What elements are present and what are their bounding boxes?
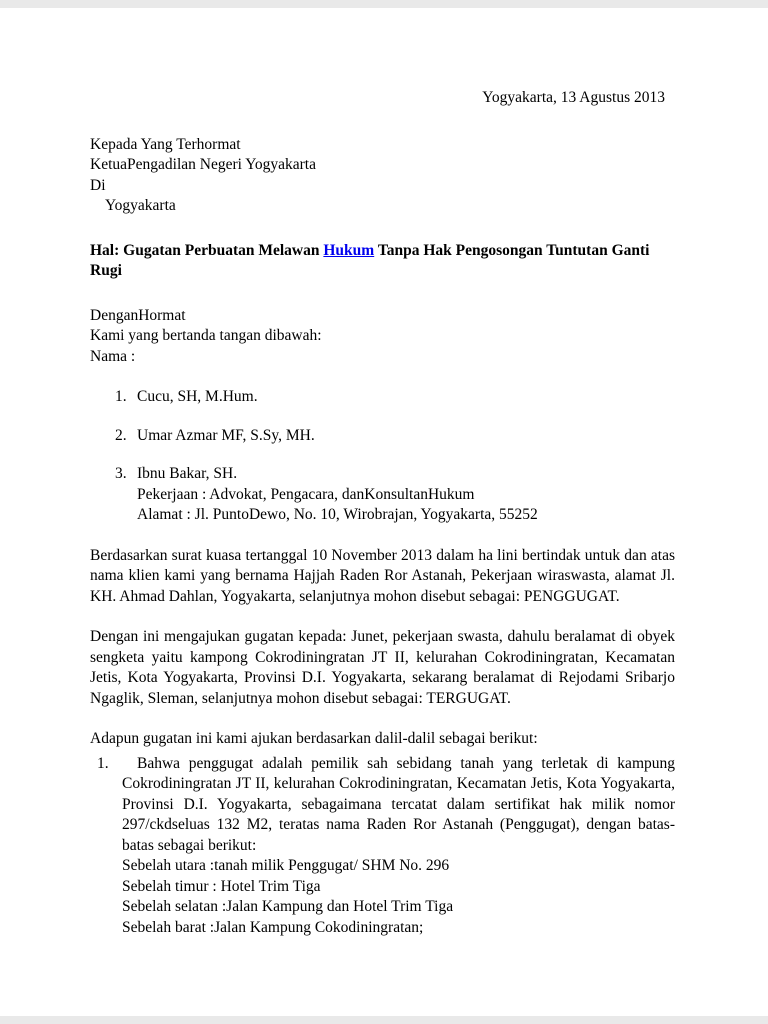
boundary-west: Sebelah barat :Jalan Kampung Cokodiningratan; (122, 918, 424, 936)
recipient-block (90, 135, 675, 217)
paragraph-power-of-attorney: Berdasarkan surat kuasa tertanggal 10 November 2013 dalam ha lini bertindak untuk dan atas nama klien kami yang bernama Hajjah Raden Ror Astanah, Pekerjaan wiraswasta, alamat Jl. KH. Ahmad Dahlan, Yogyakarta, selanjutnya mohon disebut sebagai: PENGGUGAT. (90, 546, 675, 605)
claim-body-1: Bahwa penggugat adalah pemilik sah sebidang tanah yang terletak di kampung Cokrodiningratan JT II, kelurahan Cokrodiningratan, Kecamatan Jetis, Kota Yogyakarta, Provinsi D.I. Yogyakarta, sebagaimana tercatat dalam sertifikat hak milik nomor 297/ckdseluas 132 M2, teratas nama Raden Ror Astanah (Penggugat), dengan batas-batas sebagai berikut: (122, 754, 675, 854)
signatory-name-2: Umar Azmar MF, S.Sy, MH. (137, 426, 315, 444)
signatory-number-2: 2. (115, 426, 127, 444)
opening-line-1: DenganHormat (90, 306, 186, 324)
recipient-line-4: Yogyakarta (105, 197, 176, 214)
signatory-address: Alamat : Jl. PuntoDewo, No. 10, Wirobrajan, Yogyakarta, 55252 (137, 506, 538, 523)
boundary-east: Sebelah timur : Hotel Trim Tiga (122, 877, 321, 895)
subject-text-after: Tanpa Hak Pengosongan Tuntutan Ganti Rugi (90, 241, 650, 279)
signatory-occupation: Pekerjaan : Advokat, Pengacara, danKonsultanHukum (137, 485, 475, 503)
subject-hyperlink[interactable]: Hukum (323, 241, 375, 259)
signatory-item-2 (90, 426, 675, 447)
opening-line-3: Nama : (90, 347, 136, 365)
claim-item-1 (90, 754, 675, 939)
recipient-line-2: KetuaPengadilan Negeri Yogyakarta (90, 156, 316, 173)
signatory-item-3 (90, 464, 675, 485)
date-line: Yogyakarta, 13 Agustus 2013 (482, 89, 665, 106)
recipient-line-3: Di (90, 176, 106, 194)
signatory-number-3: 3. (115, 465, 127, 482)
subject-text-before: Hal: Gugatan Perbuatan Melawan (90, 241, 324, 259)
signatories-list (90, 387, 675, 526)
boundary-north: Sebelah utara :tanah milik Penggugat/ SHM No. 296 (122, 857, 450, 874)
subject-line (90, 241, 675, 282)
signatory-item-1 (90, 387, 675, 408)
signatory-number-1: 1. (115, 388, 127, 405)
signatory-name-3: Ibnu Bakar, SH. (137, 465, 238, 482)
claim-number-1: 1. (97, 754, 109, 772)
letter-page (0, 8, 768, 1016)
claims-intro: Adapun gugatan ini kami ajukan berdasarkan dalil-dalil sebagai berikut: (90, 730, 538, 747)
recipient-line-1: Kepada Yang Terhormat (90, 135, 241, 153)
paragraph-defendant: Dengan ini mengajukan gugatan kepada: Junet, pekerjaan swasta, dahulu beralamat di obyek sengketa yaitu kampong Cokrodiningratan JT II, kelurahan Cokrodiningratan, Kecamatan Jetis, Kota Yogyakarta, Provinsi D.I. Yogyakarta, sekarang beralamat di Rejodami Sribarjo Ngaglik, Sleman, selanjutnya mohon disebut sebagai: TERGUGAT. (90, 628, 675, 707)
boundary-south: Sebelah selatan :Jalan Kampung dan Hotel Trim Tiga (122, 898, 454, 915)
signatory-name-1: Cucu, SH, M.Hum. (137, 388, 258, 405)
opening-line-2: Kami yang bertanda tangan dibawah: (90, 327, 322, 344)
opening-block (90, 306, 675, 368)
